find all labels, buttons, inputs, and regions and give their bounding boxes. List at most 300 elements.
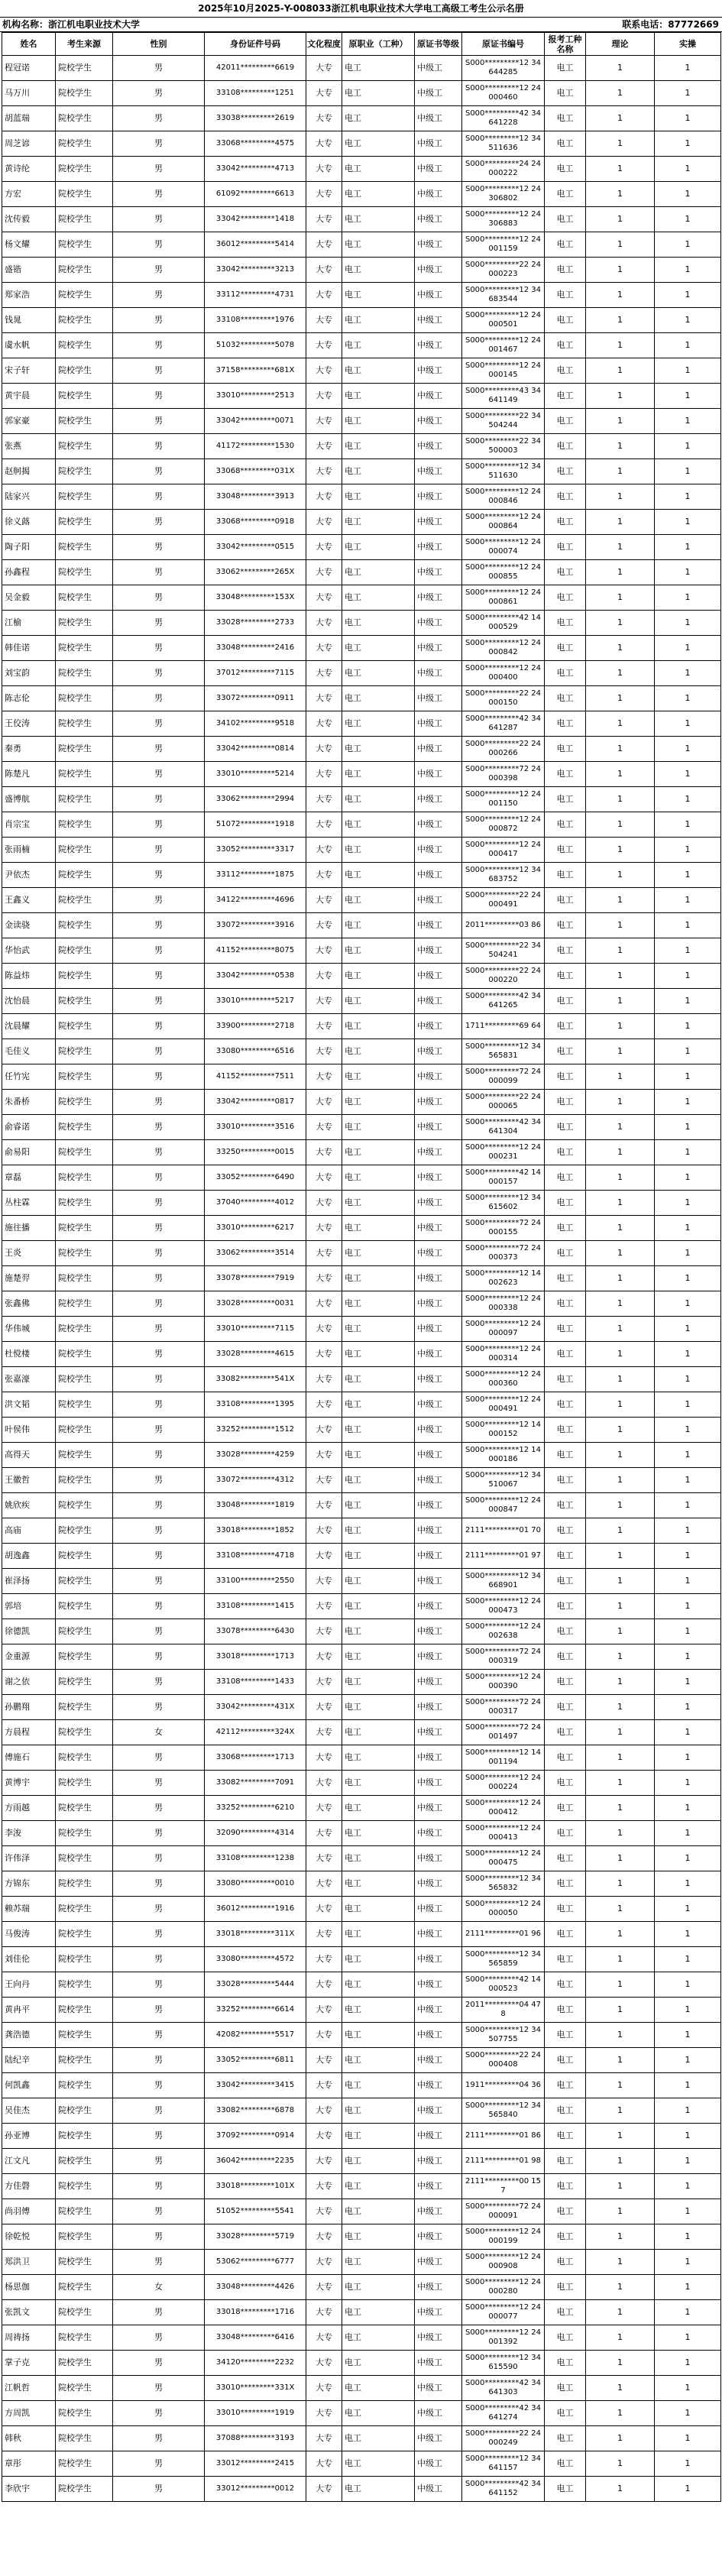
cell-id-number: 33028*********2733 (205, 611, 306, 636)
cell-theory-score: 1 (586, 1947, 655, 1972)
cell-cert-number: S000*********12 24000460 (462, 81, 545, 106)
cell-gender: 男 (113, 535, 205, 560)
cell-name: 黄博宇 (2, 1771, 56, 1796)
cell-original-cert-level: 中级工 (415, 1619, 462, 1644)
cell-original-occupation: 电工 (342, 1695, 415, 1720)
table-row (2, 434, 721, 459)
cell-id-number: 33028*********0031 (205, 1291, 306, 1317)
cell-id-number: 33010*********3516 (205, 1115, 306, 1140)
cell-cert-number: S000*********12 34565832 (462, 1871, 545, 1897)
cell-cert-number: S000*********12 24000360 (462, 1367, 545, 1392)
cell-id-number: 53062*********6777 (205, 2250, 306, 2275)
cell-practical-score: 1 (655, 2199, 721, 2224)
cell-original-cert-level: 中级工 (415, 938, 462, 964)
cell-gender: 男 (113, 2174, 205, 2199)
cell-id-number: 33252*********6614 (205, 1998, 306, 2023)
cell-exam-occupation: 电工 (545, 1216, 586, 1241)
cell-theory-score: 1 (586, 1443, 655, 1468)
cell-id-number: 33108*********1395 (205, 1392, 306, 1418)
cell-original-occupation: 电工 (342, 1569, 415, 1594)
cell-cert-number: 2111*********01 96 (462, 1922, 545, 1947)
cell-exam-occupation: 电工 (545, 1871, 586, 1897)
cell-practical-score: 1 (655, 1191, 721, 1216)
cell-gender: 男 (113, 2426, 205, 2451)
cell-education: 大专 (306, 2451, 342, 2477)
cell-gender: 男 (113, 1140, 205, 1165)
cell-gender: 男 (113, 938, 205, 964)
cell-cert-number: S000*********12 14002623 (462, 1266, 545, 1291)
cell-exam-occupation: 电工 (545, 1796, 586, 1821)
cell-original-occupation: 电工 (342, 1871, 415, 1897)
cell-id-number: 33028*********4259 (205, 1443, 306, 1468)
cell-gender: 男 (113, 510, 205, 535)
cell-cert-number: S000*********24 24000222 (462, 157, 545, 182)
cell-theory-score: 1 (586, 1972, 655, 1998)
table-row (2, 636, 721, 661)
cell-practical-score: 1 (655, 1871, 721, 1897)
cell-education: 大专 (306, 1115, 342, 1140)
cell-id-number: 33018*********1713 (205, 1644, 306, 1670)
cell-gender: 男 (113, 1468, 205, 1493)
cell-exam-occupation: 电工 (545, 737, 586, 762)
cell-practical-score: 1 (655, 1594, 721, 1619)
cell-name: 宋子轩 (2, 358, 56, 384)
cell-original-occupation: 电工 (342, 1972, 415, 1998)
cell-exam-occupation: 电工 (545, 1670, 586, 1695)
cell-cert-number: S000*********12 14000186 (462, 1443, 545, 1468)
cell-gender: 男 (113, 1619, 205, 1644)
cell-education: 大专 (306, 308, 342, 333)
cell-id-number: 33108*********1415 (205, 1594, 306, 1619)
cell-id-number: 37012*********7115 (205, 661, 306, 686)
cell-original-cert-level: 中级工 (415, 964, 462, 989)
cell-education: 大专 (306, 1544, 342, 1569)
cell-source: 院校学生 (56, 1871, 113, 1897)
cell-education: 大专 (306, 182, 342, 207)
cell-education: 大专 (306, 2300, 342, 2325)
cell-id-number: 33900*********2718 (205, 1014, 306, 1039)
cell-gender: 男 (113, 2124, 205, 2149)
cell-source: 院校学生 (56, 1443, 113, 1468)
cell-education: 大专 (306, 1468, 342, 1493)
cell-practical-score: 1 (655, 636, 721, 661)
cell-original-cert-level: 中级工 (415, 787, 462, 812)
cell-gender: 男 (113, 737, 205, 762)
cell-id-number: 33010*********5217 (205, 989, 306, 1014)
cell-theory-score: 1 (586, 1821, 655, 1846)
cell-cert-number: S000*********12 34683544 (462, 283, 545, 308)
cell-theory-score: 1 (586, 1922, 655, 1947)
cell-cert-number: S000*********42 34641303 (462, 2376, 545, 2401)
cell-theory-score: 1 (586, 131, 655, 157)
cell-source: 院校学生 (56, 1266, 113, 1291)
cell-cert-number: S000*********72 24000398 (462, 762, 545, 787)
cell-id-number: 33010*********6217 (205, 1216, 306, 1241)
cell-education: 大专 (306, 1972, 342, 1998)
cell-gender: 男 (113, 661, 205, 686)
cell-cert-number: S000*********12 24000280 (462, 2275, 545, 2300)
header-cell: 实操 (655, 33, 721, 56)
cell-name: 金读骁 (2, 913, 56, 938)
cell-original-cert-level: 中级工 (415, 1140, 462, 1165)
cell-source: 院校学生 (56, 560, 113, 585)
cell-practical-score: 1 (655, 1720, 721, 1745)
cell-theory-score: 1 (586, 2300, 655, 2325)
cell-original-cert-level: 中级工 (415, 2376, 462, 2401)
cell-source: 院校学生 (56, 384, 113, 409)
cell-original-cert-level: 中级工 (415, 636, 462, 661)
cell-original-occupation: 电工 (342, 863, 415, 888)
cell-education: 大专 (306, 2174, 342, 2199)
cell-education: 大专 (306, 1821, 342, 1846)
cell-cert-number: S000*********12 34511636 (462, 131, 545, 157)
cell-source: 院校学生 (56, 1670, 113, 1695)
cell-cert-number: S000*********12 34565831 (462, 1039, 545, 1064)
cell-original-occupation: 电工 (342, 81, 415, 106)
cell-theory-score: 1 (586, 2325, 655, 2351)
cell-source: 院校学生 (56, 182, 113, 207)
cell-original-cert-level: 中级工 (415, 1064, 462, 1090)
table-row (2, 2477, 721, 2502)
cell-practical-score: 1 (655, 1317, 721, 1342)
cell-theory-score: 1 (586, 333, 655, 358)
cell-source: 院校学生 (56, 661, 113, 686)
cell-theory-score: 1 (586, 1191, 655, 1216)
cell-id-number: 33048*********1819 (205, 1493, 306, 1518)
cell-name: 崔泽扬 (2, 1569, 56, 1594)
cell-exam-occupation: 电工 (545, 1115, 586, 1140)
cell-education: 大专 (306, 2401, 342, 2426)
cell-original-occupation: 电工 (342, 2048, 415, 2073)
cell-exam-occupation: 电工 (545, 1695, 586, 1720)
cell-name: 何凯鑫 (2, 2073, 56, 2098)
cell-cert-number: 2111*********01 98 (462, 2149, 545, 2174)
cell-source: 院校学生 (56, 737, 113, 762)
cell-cert-number: S000*********12 24000872 (462, 812, 545, 838)
cell-exam-occupation: 电工 (545, 2351, 586, 2376)
cell-original-occupation: 电工 (342, 1367, 415, 1392)
table-row (2, 333, 721, 358)
cell-original-cert-level: 中级工 (415, 2073, 462, 2098)
cell-id-number: 33062*********2994 (205, 787, 306, 812)
table-row (2, 182, 721, 207)
cell-source: 院校学生 (56, 2275, 113, 2300)
cell-exam-occupation: 电工 (545, 1014, 586, 1039)
cell-practical-score: 1 (655, 358, 721, 384)
cell-education: 大专 (306, 2124, 342, 2149)
cell-source: 院校学生 (56, 2401, 113, 2426)
cell-name: 杜傥楼 (2, 1342, 56, 1367)
cell-education: 大专 (306, 964, 342, 989)
cell-original-cert-level: 中级工 (415, 1897, 462, 1922)
cell-cert-number: 2011*********03 86 (462, 913, 545, 938)
cell-source: 院校学生 (56, 81, 113, 106)
cell-source: 院校学生 (56, 2048, 113, 2073)
cell-theory-score: 1 (586, 1266, 655, 1291)
cell-original-cert-level: 中级工 (415, 409, 462, 434)
cell-name: 郭培 (2, 1594, 56, 1619)
cell-education: 大专 (306, 1039, 342, 1064)
cell-gender: 男 (113, 2098, 205, 2124)
cell-cert-number: S000*********72 24000091 (462, 2199, 545, 2224)
table-row (2, 1871, 721, 1897)
cell-original-cert-level: 中级工 (415, 1039, 462, 1064)
cell-id-number: 34102*********9518 (205, 711, 306, 737)
cell-original-cert-level: 中级工 (415, 2477, 462, 2502)
cell-name: 吴金毅 (2, 585, 56, 611)
table-row (2, 1266, 721, 1291)
cell-cert-number: S000*********12 34615590 (462, 2351, 545, 2376)
table-row (2, 2098, 721, 2124)
cell-source: 院校学生 (56, 2174, 113, 2199)
cell-cert-number: S000*********12 24000846 (462, 484, 545, 510)
cell-name: 江文凡 (2, 2149, 56, 2174)
cell-source: 院校学生 (56, 2451, 113, 2477)
cell-id-number: 33068*********031X (205, 459, 306, 484)
cell-exam-occupation: 电工 (545, 1241, 586, 1266)
cell-cert-number: 2111*********00 157 (462, 2174, 545, 2199)
cell-theory-score: 1 (586, 2048, 655, 2073)
cell-original-occupation: 电工 (342, 1266, 415, 1291)
cell-gender: 男 (113, 1191, 205, 1216)
cell-exam-occupation: 电工 (545, 2023, 586, 2048)
table-row (2, 2351, 721, 2376)
cell-theory-score: 1 (586, 1468, 655, 1493)
contact-phone: 联系电话：87772669 (622, 19, 719, 30)
cell-education: 大专 (306, 2325, 342, 2351)
cell-theory-score: 1 (586, 2275, 655, 2300)
cell-education: 大专 (306, 484, 342, 510)
table-row (2, 1998, 721, 2023)
cell-source: 院校学生 (56, 1897, 113, 1922)
cell-original-occupation: 电工 (342, 1064, 415, 1090)
cell-original-cert-level: 中级工 (415, 308, 462, 333)
cell-theory-score: 1 (586, 1998, 655, 2023)
cell-theory-score: 1 (586, 2477, 655, 2502)
cell-practical-score: 1 (655, 384, 721, 409)
cell-original-occupation: 电工 (342, 1518, 415, 1544)
cell-education: 大专 (306, 888, 342, 913)
cell-theory-score: 1 (586, 1619, 655, 1644)
cell-id-number: 37158*********681X (205, 358, 306, 384)
cell-theory-score: 1 (586, 989, 655, 1014)
cell-id-number: 33068*********1713 (205, 1745, 306, 1771)
cell-practical-score: 1 (655, 2325, 721, 2351)
cell-name: 陈楚凡 (2, 762, 56, 787)
cell-source: 院校学生 (56, 1241, 113, 1266)
header-cell: 原职业（工种） (342, 33, 415, 56)
cell-practical-score: 1 (655, 182, 721, 207)
cell-gender: 男 (113, 2300, 205, 2325)
cell-original-occupation: 电工 (342, 1392, 415, 1418)
cell-cert-number: S000*********12 34615602 (462, 1191, 545, 1216)
cell-original-cert-level: 中级工 (415, 585, 462, 611)
table-row (2, 1342, 721, 1367)
cell-cert-number: S000*********12 24000390 (462, 1670, 545, 1695)
cell-original-cert-level: 中级工 (415, 2149, 462, 2174)
cell-practical-score: 1 (655, 2351, 721, 2376)
cell-source: 院校学生 (56, 1846, 113, 1871)
cell-original-occupation: 电工 (342, 585, 415, 611)
cell-name: 虞水帆 (2, 333, 56, 358)
cell-cert-number: S000*********12 24000417 (462, 838, 545, 863)
cell-original-cert-level: 中级工 (415, 258, 462, 283)
cell-gender: 男 (113, 1115, 205, 1140)
cell-theory-score: 1 (586, 1720, 655, 1745)
cell-name: 姚欣疾 (2, 1493, 56, 1518)
table-row (2, 1115, 721, 1140)
header-cell: 考生来源 (56, 33, 113, 56)
table-row (2, 1846, 721, 1871)
cell-theory-score: 1 (586, 2351, 655, 2376)
cell-education: 大专 (306, 1644, 342, 1670)
cell-gender: 男 (113, 812, 205, 838)
cell-gender: 男 (113, 1493, 205, 1518)
cell-id-number: 33012*********0012 (205, 2477, 306, 2502)
cell-exam-occupation: 电工 (545, 1140, 586, 1165)
cell-theory-score: 1 (586, 888, 655, 913)
cell-exam-occupation: 电工 (545, 535, 586, 560)
cell-id-number: 36012*********5414 (205, 232, 306, 258)
cell-original-occupation: 电工 (342, 2426, 415, 2451)
cell-cert-number: S000*********12 24000077 (462, 2300, 545, 2325)
cell-name: 叶侯伟 (2, 1418, 56, 1443)
table-row (2, 964, 721, 989)
cell-original-cert-level: 中级工 (415, 2124, 462, 2149)
cell-gender: 男 (113, 1871, 205, 1897)
table-row (2, 1972, 721, 1998)
cell-practical-score: 1 (655, 56, 721, 81)
cell-original-cert-level: 中级工 (415, 2250, 462, 2275)
cell-original-occupation: 电工 (342, 2023, 415, 2048)
cell-original-occupation: 电工 (342, 308, 415, 333)
cell-original-cert-level: 中级工 (415, 1544, 462, 1569)
cell-name: 马万川 (2, 81, 56, 106)
cell-education: 大专 (306, 1014, 342, 1039)
cell-original-occupation: 电工 (342, 2300, 415, 2325)
cell-practical-score: 1 (655, 2149, 721, 2174)
cell-name: 周芝谚 (2, 131, 56, 157)
header-cell: 性别 (113, 33, 205, 56)
cell-gender: 男 (113, 964, 205, 989)
cell-original-cert-level: 中级工 (415, 1317, 462, 1342)
cell-gender: 男 (113, 1771, 205, 1796)
cell-source: 院校学生 (56, 1064, 113, 1090)
cell-original-occupation: 电工 (342, 484, 415, 510)
header-row (2, 33, 721, 56)
cell-practical-score: 1 (655, 283, 721, 308)
cell-education: 大专 (306, 283, 342, 308)
cell-cert-number: S000*********12 24000412 (462, 1796, 545, 1821)
cell-education: 大专 (306, 1191, 342, 1216)
cell-original-occupation: 电工 (342, 207, 415, 232)
cell-source: 院校学生 (56, 2300, 113, 2325)
cell-source: 院校学生 (56, 2376, 113, 2401)
cell-original-cert-level: 中级工 (415, 81, 462, 106)
cell-education: 大专 (306, 1266, 342, 1291)
cell-practical-score: 1 (655, 2275, 721, 2300)
cell-original-occupation: 电工 (342, 131, 415, 157)
cell-practical-score: 1 (655, 131, 721, 157)
cell-practical-score: 1 (655, 2401, 721, 2426)
cell-name: 徐义蕗 (2, 510, 56, 535)
cell-id-number: 41172*********1530 (205, 434, 306, 459)
cell-id-number: 51052*********5541 (205, 2199, 306, 2224)
cell-source: 院校学生 (56, 1468, 113, 1493)
cell-id-number: 41152*********7511 (205, 1064, 306, 1090)
cell-name: 韩秋 (2, 2426, 56, 2451)
table-row (2, 2174, 721, 2199)
cell-gender: 男 (113, 409, 205, 434)
cell-id-number: 33082*********6878 (205, 2098, 306, 2124)
table-row (2, 560, 721, 585)
cell-practical-score: 1 (655, 1468, 721, 1493)
cell-original-cert-level: 中级工 (415, 207, 462, 232)
table-row (2, 1544, 721, 1569)
cell-gender: 男 (113, 1241, 205, 1266)
cell-original-cert-level: 中级工 (415, 358, 462, 384)
cell-id-number: 33018*********311X (205, 1922, 306, 1947)
cell-theory-score: 1 (586, 106, 655, 131)
cell-practical-score: 1 (655, 2023, 721, 2048)
cell-source: 院校学生 (56, 1291, 113, 1317)
cell-theory-score: 1 (586, 1897, 655, 1922)
cell-education: 大专 (306, 2477, 342, 2502)
table-row (2, 81, 721, 106)
cell-practical-score: 1 (655, 1291, 721, 1317)
cell-original-occupation: 电工 (342, 1140, 415, 1165)
cell-original-cert-level: 中级工 (415, 1871, 462, 1897)
cell-name: 施楚羿 (2, 1266, 56, 1291)
cell-gender: 男 (113, 2451, 205, 2477)
table-row (2, 1191, 721, 1216)
cell-cert-number: S000*********22 24000408 (462, 2048, 545, 2073)
cell-practical-score: 1 (655, 535, 721, 560)
cell-exam-occupation: 电工 (545, 131, 586, 157)
document-title: 2025年10月2025-Y-008033浙江机电职业技术大学电工高级工考生公示名册 (198, 3, 524, 14)
cell-id-number: 41152*********8075 (205, 938, 306, 964)
table-row (2, 1922, 721, 1947)
cell-id-number: 33048*********2416 (205, 636, 306, 661)
cell-source: 院校学生 (56, 56, 113, 81)
cell-id-number: 33108*********1433 (205, 1670, 306, 1695)
table-row (2, 131, 721, 157)
cell-name: 江帆哲 (2, 2376, 56, 2401)
table-row (2, 2048, 721, 2073)
cell-id-number: 33048*********153X (205, 585, 306, 611)
cell-source: 院校学生 (56, 1771, 113, 1796)
cell-gender: 男 (113, 560, 205, 585)
cell-name: 张凯文 (2, 2300, 56, 2325)
cell-id-number: 33052*********6811 (205, 2048, 306, 2073)
cell-name: 高得天 (2, 1443, 56, 1468)
cell-gender: 男 (113, 1998, 205, 2023)
cell-education: 大专 (306, 2199, 342, 2224)
cell-exam-occupation: 电工 (545, 56, 586, 81)
cell-practical-score: 1 (655, 737, 721, 762)
cell-id-number: 33010*********331X (205, 2376, 306, 2401)
cell-practical-score: 1 (655, 1796, 721, 1821)
cell-exam-occupation: 电工 (545, 182, 586, 207)
cell-cert-number: S000*********22 24000491 (462, 888, 545, 913)
cell-original-cert-level: 中级工 (415, 2451, 462, 2477)
cell-name: 徐乾悦 (2, 2224, 56, 2250)
cell-practical-score: 1 (655, 81, 721, 106)
cell-name: 杨文耀 (2, 232, 56, 258)
cell-education: 大专 (306, 1392, 342, 1418)
cell-source: 院校学生 (56, 207, 113, 232)
cell-id-number: 33010*********2513 (205, 384, 306, 409)
